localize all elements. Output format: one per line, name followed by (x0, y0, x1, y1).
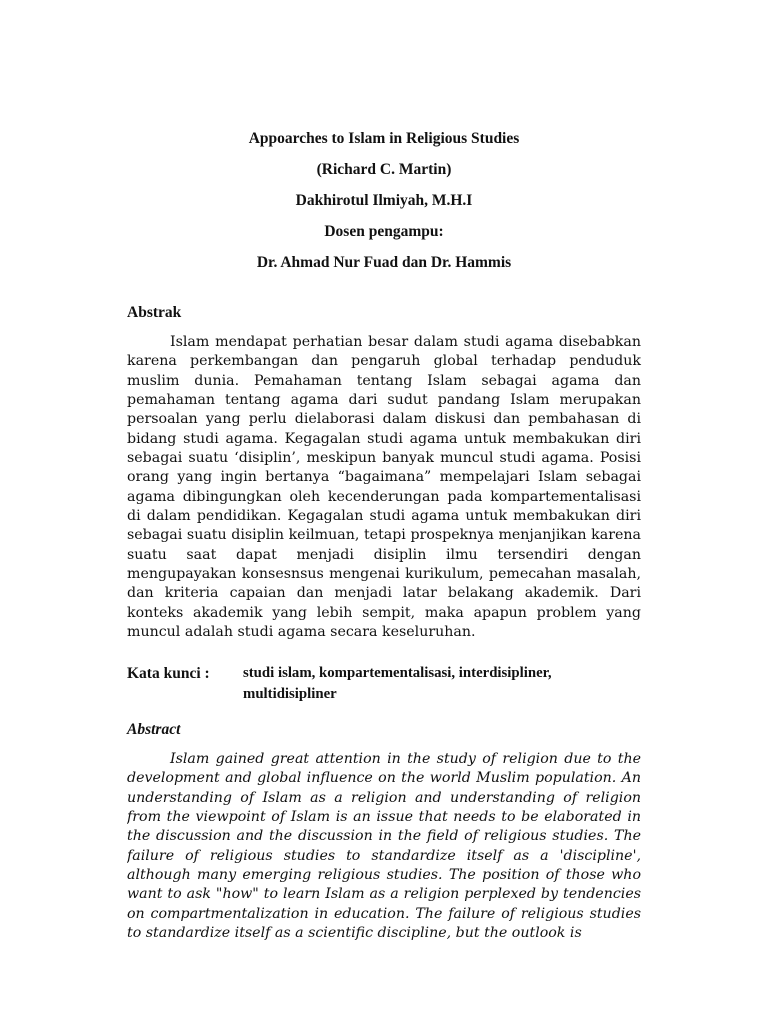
supervisor-label: Dosen pengampu: (324, 223, 444, 240)
title-block (0, 128, 768, 283)
keywords-label: Kata kunci : (127, 665, 210, 682)
abstract-heading: Abstract (127, 721, 181, 738)
supervisor-names: Dr. Ahmad Nur Fuad dan Dr. Hammis (256, 254, 512, 271)
abstrak-paragraph: Islam mendapat perhatian besar dalam studi agama disebabkan karena perkembangan dan pengaruh global terhadap penduduk muslim dunia. Pemahaman tentang Islam sebagai agama dan pemahaman tentang agama dari sudut pandang Islam merupakan persoalan yang perlu dielaborasi dalam diskusi dan pembahasan di bidang studi agama. Kegagalan studi agama untuk membakukan diri sebagai suatu ‘disiplin’, meskipun banyak muncul studi agama. Posisi orang yang ingin bertanya “bagaimana” mempelajari Islam sebagai agama dibingungkan oleh kecenderungan pada kompartementalisasi di dalam pendidikan. Kegagalan studi agama untuk membakukan diri sebagai suatu disiplin keilmuan, tetapi prospeknya menjanjikan karena suatu saat dapat menjadi disiplin ilmu tersendiri dengan mengupayakan konsesnsus mengenai kurikulum, pemecahan masalah, dan kriteria capaian dan menjadi latar belakang akademik. Dari konteks akademik yang lebih sempit, maka apapun problem yang muncul adalah studi agama secara keseluruhan. (127, 334, 641, 641)
paper-title: Appoarches to Islam in Religious Studies (248, 130, 520, 147)
author-name: Dakhirotul Ilmiyah, M.H.I (295, 192, 473, 209)
keywords-values: studi islam, kompartementalisasi, interdisipliner, multidisipliner (243, 665, 552, 702)
original-author: (Richard C. Martin) (316, 161, 452, 178)
abstrak-heading: Abstrak (127, 304, 182, 321)
abstract-paragraph: Islam gained great attention in the study of religion due to the development and global influence on the world Muslim population. An understanding of Islam as a religion and understanding of religion from the viewpoint of Islam is an issue that needs to be elaborated in the discussion and the discussion in the field of religious studies. The failure of religious studies to standardize itself as a 'discipline', although many emerging religious studies. The position of those who want to ask "how" to learn Islam as a religion perplexed by tendencies on compartmentalization in education. The failure of religious studies to standardize itself as a scientific discipline, but the outlook is (127, 751, 641, 942)
